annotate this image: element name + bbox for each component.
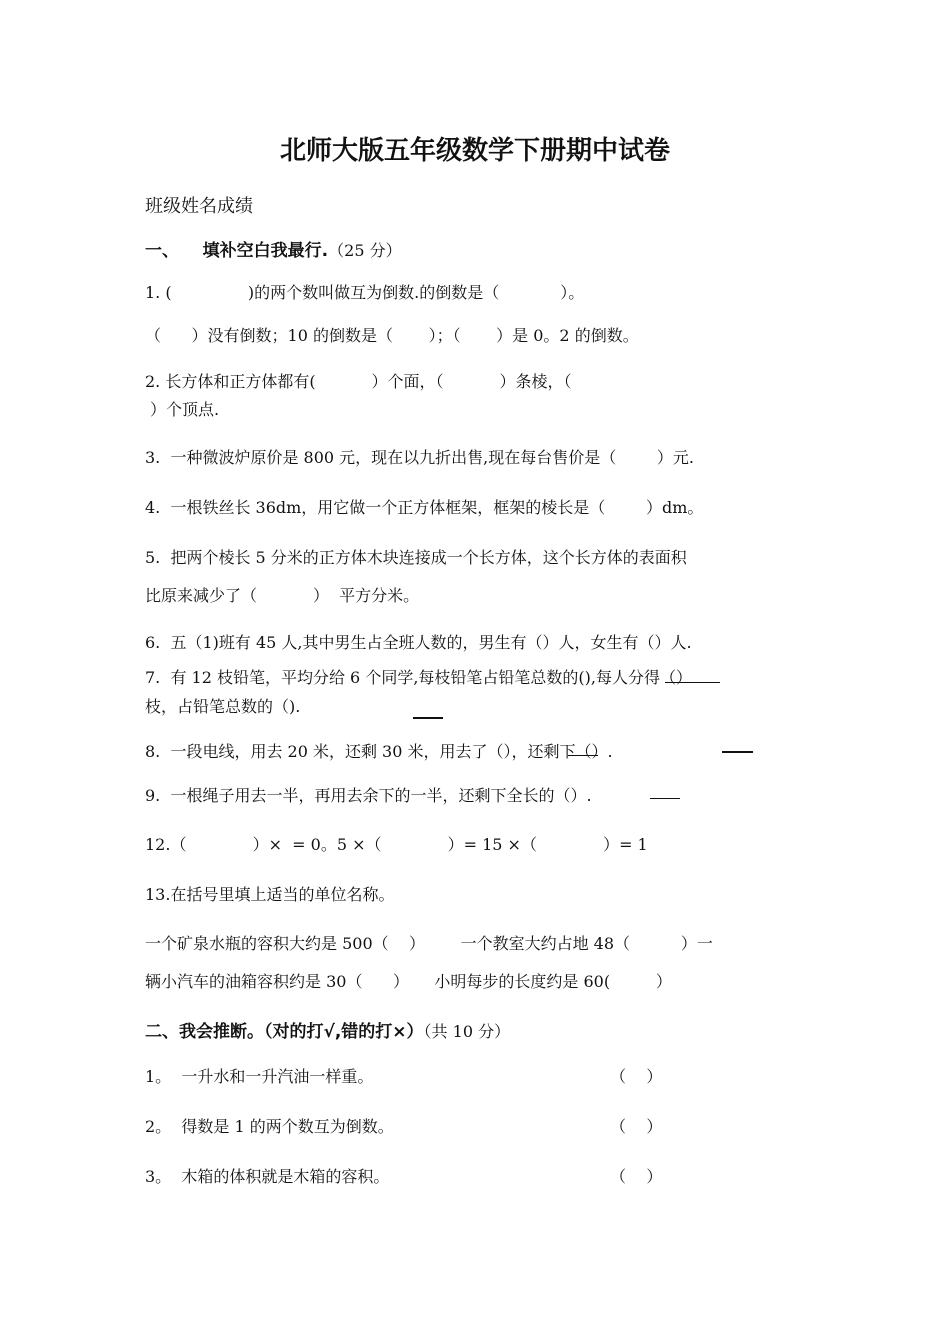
section-1-heading bbox=[145, 241, 830, 261]
answer-bracket: （ ） bbox=[610, 1117, 663, 1136]
answer-bracket: （ ） bbox=[610, 1167, 663, 1186]
question-3: 3. 一种微波炉原价是 800 元，现在以九折出售,现在每台售价是（ ）元. bbox=[145, 448, 695, 467]
student-info-line: 班级姓名成绩 bbox=[145, 196, 253, 217]
judge-item-text: 木箱的体积就是木箱的容积。 bbox=[181, 1167, 390, 1186]
section-1-title: 一、 填补空白我最行. bbox=[145, 241, 329, 261]
question-13: 13.在括号里填上适当的单位名称。 bbox=[145, 885, 395, 904]
judge-item bbox=[145, 1117, 830, 1137]
question-7-line-2: 枝，占铅笔总数的（). bbox=[145, 697, 301, 716]
section-2-title: 二、我会推断。（对的打√,错的打×） bbox=[145, 1022, 424, 1042]
judge-item-number: 1。 bbox=[145, 1067, 172, 1086]
section-1-score: （25 分） bbox=[328, 241, 402, 260]
judge-item-number: 3。 bbox=[145, 1167, 172, 1186]
question-5-line-2: 比原来减少了（ ） 平方分米。 bbox=[145, 586, 420, 605]
strike-mark bbox=[665, 682, 720, 683]
question-4: 4. 一根铁丝长 36dm，用它做一个正方体框架，框架的棱长是（ ）dm。 bbox=[145, 498, 704, 517]
section-2-heading bbox=[145, 1022, 830, 1042]
strike-mark bbox=[568, 755, 598, 756]
question-1-line-2: （ ）没有倒数；10 的倒数是（ ）；（ ）是 0。2 的倒数。 bbox=[145, 326, 639, 345]
question-12: 12.（ ）× = 0。5 ×（ ）= 15 ×（ ）= 1 bbox=[145, 835, 648, 854]
judge-item-text: 得数是 1 的两个数互为倒数。 bbox=[181, 1117, 394, 1136]
fraction-bar-mark bbox=[722, 751, 753, 753]
question-13-line-2: 辆小汽车的油箱容积约是 30（ ） 小明每步的长度约是 60( ） bbox=[145, 972, 672, 991]
question-13-line-1: 一个矿泉水瓶的容积大约是 500（ ） 一个教室大约占地 48（ ）一 bbox=[145, 934, 713, 953]
question-1-line-1: 1. ( )的两个数叫做互为倒数.的倒数是（ ）。 bbox=[145, 283, 585, 302]
question-6: 6. 五（1)班有 45 人,其中男生占全班人数的，男生有（）人，女生有（）人. bbox=[145, 633, 692, 652]
section-2-score: （共 10 分） bbox=[423, 1022, 511, 1041]
strike-mark bbox=[650, 798, 680, 799]
question-8: 8. 一段电线，用去 20 米，还剩 30 米，用去了（），还剩下（）. bbox=[145, 742, 613, 761]
question-2-line-2: ）个顶点. bbox=[150, 400, 220, 419]
question-7-line-1: 7. 有 12 枝铅笔，平均分给 6 个同学,每枝铅笔占铅笔总数的(),每人分得（） bbox=[145, 668, 692, 687]
fraction-bar-mark bbox=[413, 717, 443, 719]
judge-item bbox=[145, 1067, 830, 1087]
judge-item bbox=[145, 1167, 830, 1187]
answer-bracket: （ ） bbox=[610, 1067, 663, 1086]
judge-item-text: 一升水和一升汽油一样重。 bbox=[181, 1067, 374, 1086]
question-2-line-1: 2. 长方体和正方体都有( ）个面，（ ）条棱，（ bbox=[145, 372, 572, 391]
page-title: 北师大版五年级数学下册期中试卷 bbox=[279, 136, 670, 166]
question-5-line-1: 5. 把两个棱长 5 分米的正方体木块连接成一个长方体，这个长方体的表面积 bbox=[145, 548, 687, 567]
judge-item-number: 2。 bbox=[145, 1117, 172, 1136]
question-9: 9. 一根绳子用去一半，再用去余下的一半，还剩下全长的（）. bbox=[145, 786, 592, 805]
